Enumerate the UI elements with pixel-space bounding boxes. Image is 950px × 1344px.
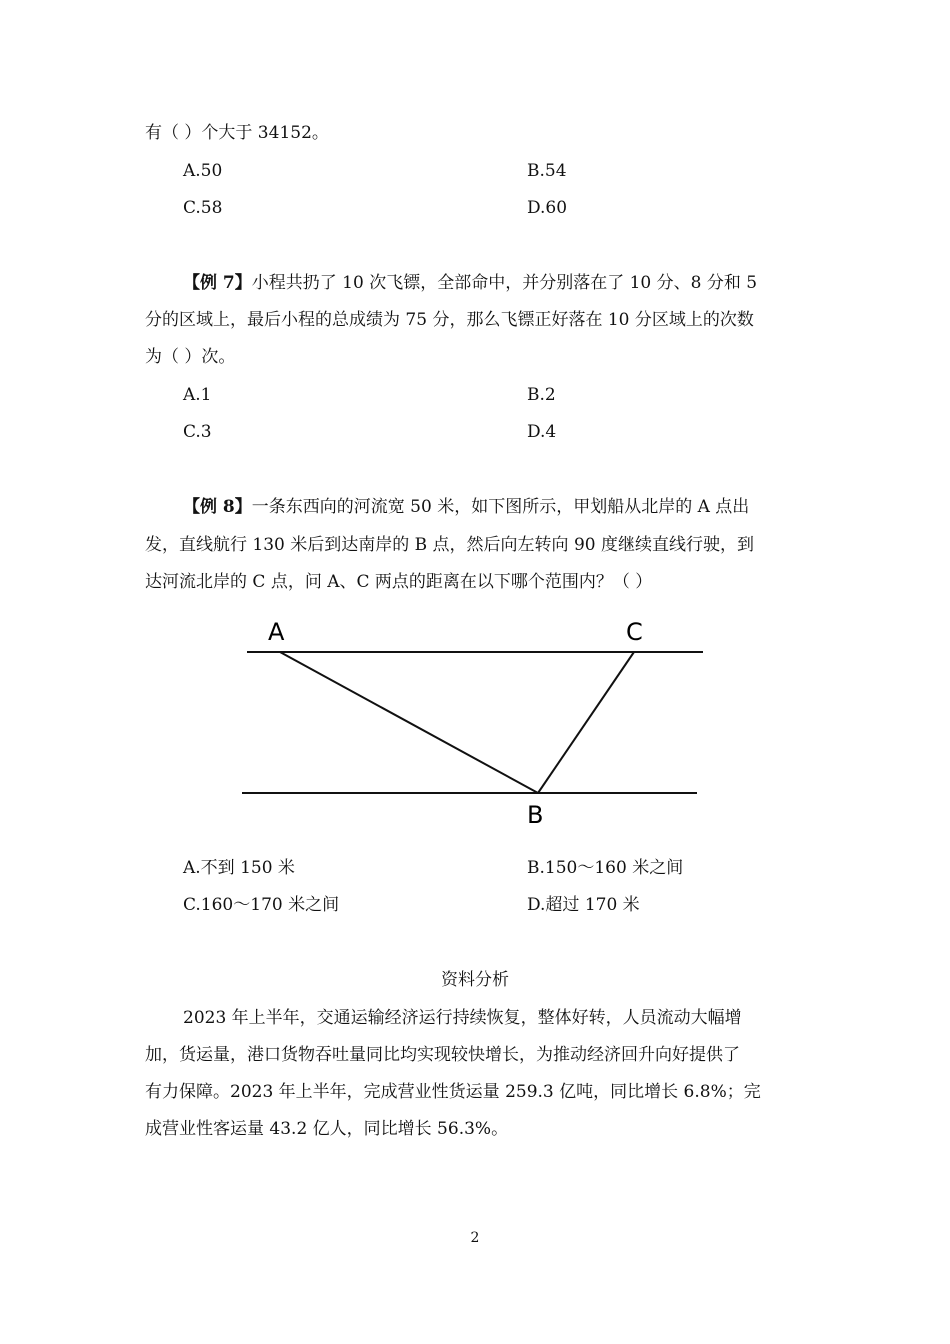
q7-line-1 (183, 271, 757, 295)
q6-option-c: C.58 (183, 198, 223, 218)
q6-tail-text: 有（ ）个大于 34152。 (145, 123, 329, 143)
q7-option-c: C.3 (183, 422, 212, 442)
q7-option-b: B.2 (527, 385, 556, 405)
q8-line-3: 达河流北岸的 C 点，问 A、C 两点的距离在以下哪个范围内？（ ） (145, 572, 653, 592)
path-a-to-b (280, 652, 538, 793)
q8-option-c: C.160～170 米之间 (183, 895, 340, 915)
q7-line-2: 分的区域上，最后小程的总成绩为 75 分，那么飞镖正好落在 10 分区域上的次数 (145, 310, 754, 330)
q8-text-1: 一条东西向的河流宽 50 米，如下图所示，甲划船从北岸的 A 点出 (251, 497, 750, 517)
q8-line-2: 发，直线航行 130 米后到达南岸的 B 点，然后向左转向 90 度继续直线行驶，到 (145, 535, 754, 555)
q6-option-b: B.54 (527, 161, 567, 181)
q6-option-d: D.60 (527, 198, 568, 218)
point-c-label: C (626, 618, 643, 646)
section-line-2: 加，货运量，港口货物吞吐量同比均实现较快增长，为推动经济回升向好提供了 (145, 1045, 740, 1065)
q8-option-a: A.不到 150 米 (183, 858, 295, 878)
q8-option-b: B.150～160 米之间 (527, 858, 684, 878)
page-number: 2 (470, 1230, 480, 1246)
q8-tag: 【例 8】 (183, 497, 252, 517)
section-line-3: 有力保障。2023 年上半年，完成营业性货运量 259.3 亿吨，同比增长 6.8%；完 (145, 1082, 761, 1102)
point-a-label: A (268, 618, 285, 646)
point-b-label: B (527, 801, 544, 829)
section-line-4: 成营业性客运量 43.2 亿人，同比增长 56.3%。 (145, 1119, 509, 1139)
q7-option-d: D.4 (527, 422, 557, 442)
section-line-1: 2023 年上半年，交通运输经济运行持续恢复，整体好转，人员流动大幅增 (183, 1008, 742, 1028)
section-title: 资料分析 (441, 970, 509, 990)
path-b-to-c (538, 652, 634, 793)
river-diagram (230, 610, 710, 835)
q8-option-d: D.超过 170 米 (527, 895, 640, 915)
q7-tag: 【例 7】 (183, 273, 252, 293)
q8-line-1 (183, 495, 749, 519)
q7-line-3: 为（ ）次。 (145, 347, 236, 367)
q7-text-1: 小程共扔了 10 次飞镖，全部命中，并分别落在了 10 分、8 分和 5 (251, 273, 758, 293)
q6-option-a: A.50 (183, 161, 223, 181)
q7-option-a: A.1 (183, 385, 212, 405)
